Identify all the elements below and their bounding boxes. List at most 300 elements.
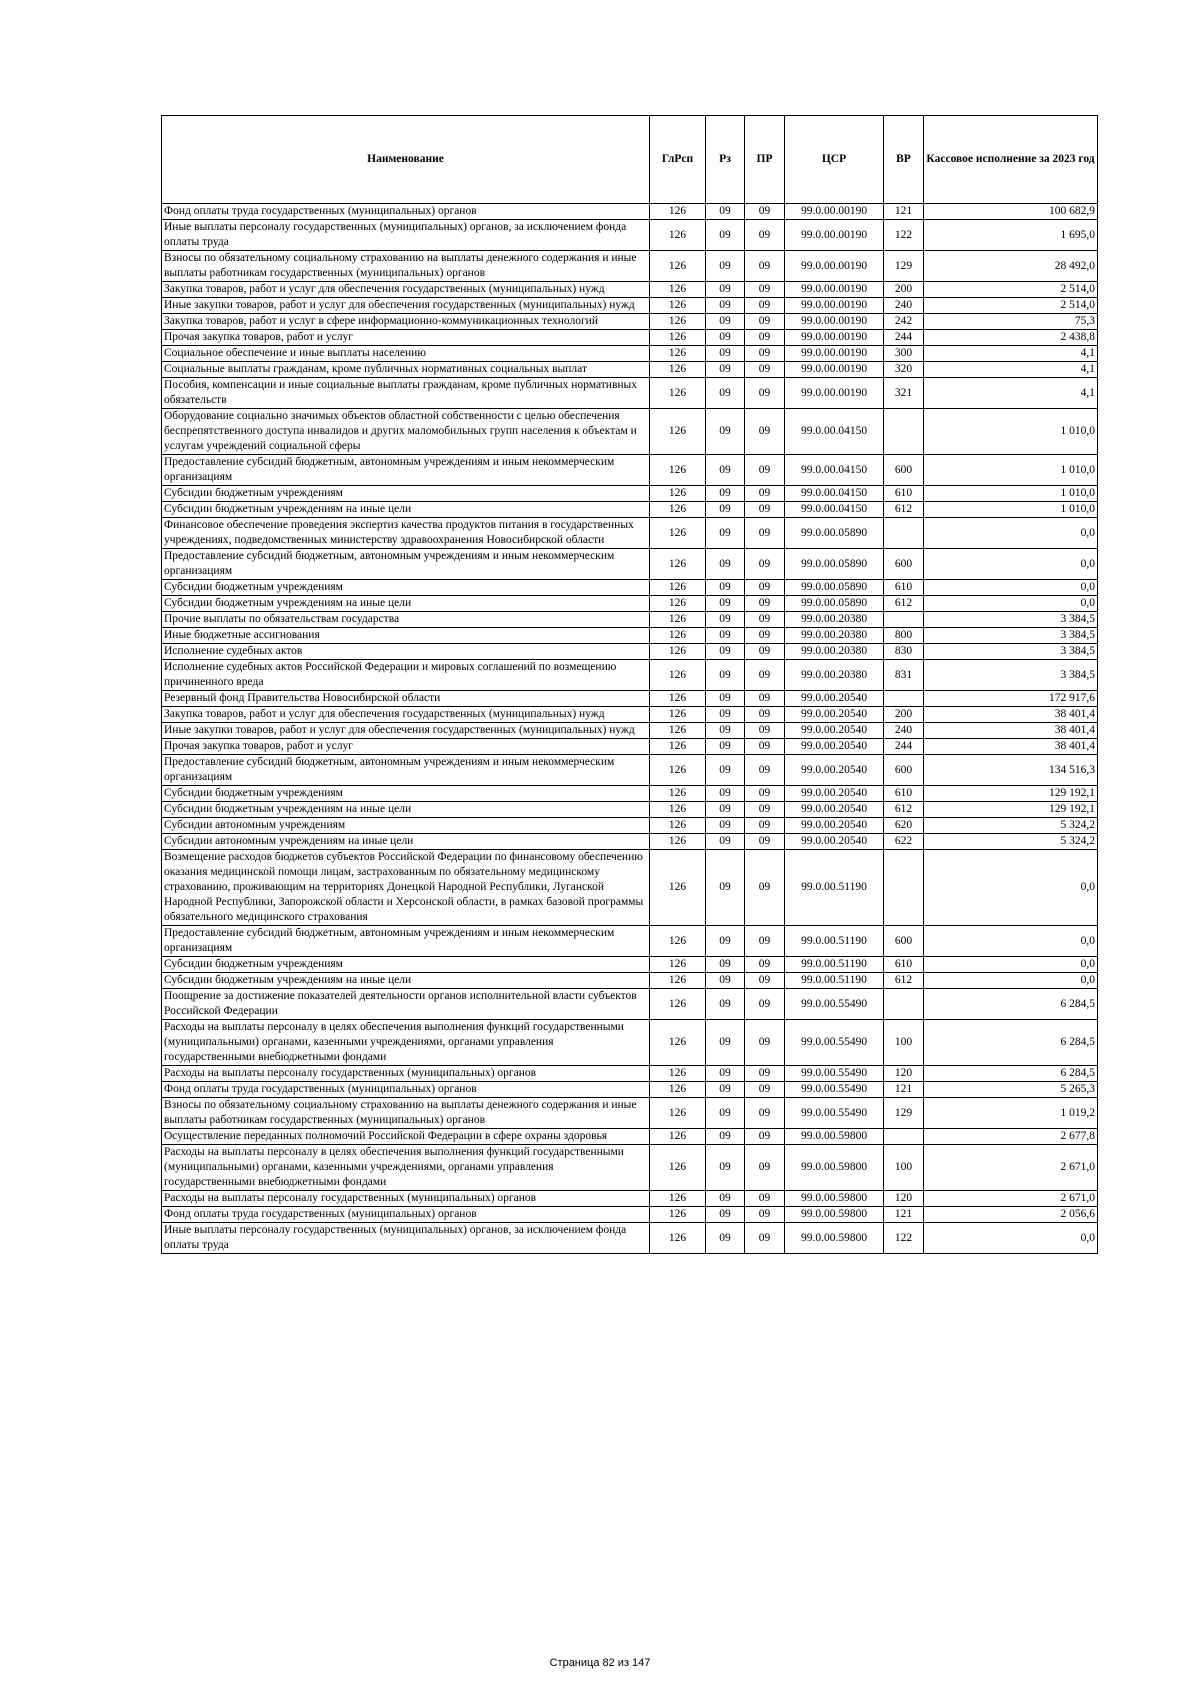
header-glrsp: ГлРсп [650, 116, 706, 204]
cell-rz: 09 [706, 378, 745, 409]
cell-amount: 129 192,1 [924, 786, 1098, 802]
cell-vr: 300 [884, 346, 924, 362]
cell-name: Субсидии бюджетным учреждениям на иные цели [162, 802, 650, 818]
table-row [162, 723, 1098, 739]
cell-vr: 129 [884, 1098, 924, 1129]
table-row [162, 973, 1098, 989]
cell-glrsp: 126 [650, 707, 706, 723]
cell-vr: 100 [884, 1020, 924, 1066]
cell-name: Субсидии бюджетным учреждениям на иные цели [162, 596, 650, 612]
cell-amount: 0,0 [924, 580, 1098, 596]
cell-vr: 321 [884, 378, 924, 409]
cell-amount: 3 384,5 [924, 612, 1098, 628]
cell-rz: 09 [706, 786, 745, 802]
cell-name: Прочая закупка товаров, работ и услуг [162, 330, 650, 346]
cell-glrsp: 126 [650, 973, 706, 989]
cell-vr: 600 [884, 755, 924, 786]
cell-csr: 99.0.00.20380 [785, 644, 884, 660]
cell-amount: 5 265,3 [924, 1082, 1098, 1098]
cell-csr: 99.0.00.20540 [785, 786, 884, 802]
cell-vr: 244 [884, 739, 924, 755]
cell-glrsp: 126 [650, 580, 706, 596]
cell-rz: 09 [706, 973, 745, 989]
cell-pr: 09 [745, 723, 785, 739]
cell-pr: 09 [745, 850, 785, 926]
cell-pr: 09 [745, 612, 785, 628]
cell-amount: 0,0 [924, 518, 1098, 549]
cell-rz: 09 [706, 628, 745, 644]
table-row [162, 628, 1098, 644]
header-amount: Кассовое исполнение за 2023 год [924, 116, 1098, 204]
cell-rz: 09 [706, 850, 745, 926]
cell-csr: 99.0.00.55490 [785, 1020, 884, 1066]
cell-csr: 99.0.00.00190 [785, 298, 884, 314]
cell-name: Возмещение расходов бюджетов субъектов Российской Федерации по финансовому обеспечению оказания медицинской помощи лицам, застрахованным по обязательному медицинскому страхованию, проживающим на территориях Донецкой Народной Республики, Луганской Народной Республики, Запорожской области и Херсонской области, в рамках базовой программы обязательного медицинского страхования [162, 850, 650, 926]
cell-glrsp: 126 [650, 455, 706, 486]
table-row [162, 926, 1098, 957]
cell-amount: 0,0 [924, 850, 1098, 926]
cell-csr: 99.0.00.59800 [785, 1223, 884, 1254]
cell-amount: 2 438,8 [924, 330, 1098, 346]
cell-name: Иные закупки товаров, работ и услуг для обеспечения государственных (муниципальных) нужд [162, 723, 650, 739]
cell-name: Взносы по обязательному социальному страхованию на выплаты денежного содержания и иные выплаты работникам государственных (муниципальных) органов [162, 1098, 650, 1129]
cell-pr: 09 [745, 786, 785, 802]
cell-name: Осуществление переданных полномочий Российской Федерации в сфере охраны здоровья [162, 1129, 650, 1145]
table-row [162, 739, 1098, 755]
cell-amount: 0,0 [924, 926, 1098, 957]
cell-glrsp: 126 [650, 691, 706, 707]
cell-rz: 09 [706, 1191, 745, 1207]
cell-csr: 99.0.00.04150 [785, 455, 884, 486]
cell-glrsp: 126 [650, 628, 706, 644]
cell-glrsp: 126 [650, 486, 706, 502]
cell-csr: 99.0.00.55490 [785, 1066, 884, 1082]
cell-csr: 99.0.00.20540 [785, 723, 884, 739]
cell-amount: 4,1 [924, 346, 1098, 362]
table-row [162, 850, 1098, 926]
cell-name: Фонд оплаты труда государственных (муниципальных) органов [162, 1207, 650, 1223]
cell-vr: 600 [884, 926, 924, 957]
cell-rz: 09 [706, 502, 745, 518]
cell-amount: 2 514,0 [924, 298, 1098, 314]
cell-vr: 122 [884, 1223, 924, 1254]
cell-amount: 3 384,5 [924, 628, 1098, 644]
table-row [162, 549, 1098, 580]
cell-rz: 09 [706, 989, 745, 1020]
cell-rz: 09 [706, 549, 745, 580]
cell-vr: 242 [884, 314, 924, 330]
cell-rz: 09 [706, 486, 745, 502]
cell-vr: 240 [884, 723, 924, 739]
table-row [162, 580, 1098, 596]
cell-glrsp: 126 [650, 926, 706, 957]
cell-amount: 3 384,5 [924, 644, 1098, 660]
table-row [162, 989, 1098, 1020]
cell-vr: 610 [884, 580, 924, 596]
cell-pr: 09 [745, 549, 785, 580]
cell-pr: 09 [745, 1082, 785, 1098]
cell-rz: 09 [706, 739, 745, 755]
cell-csr: 99.0.00.00190 [785, 362, 884, 378]
cell-csr: 99.0.00.00190 [785, 282, 884, 298]
table-row [162, 362, 1098, 378]
cell-glrsp: 126 [650, 850, 706, 926]
cell-rz: 09 [706, 330, 745, 346]
table-row [162, 1223, 1098, 1254]
cell-csr: 99.0.00.59800 [785, 1129, 884, 1145]
cell-csr: 99.0.00.00190 [785, 330, 884, 346]
cell-pr: 09 [745, 502, 785, 518]
cell-glrsp: 126 [650, 378, 706, 409]
cell-pr: 09 [745, 691, 785, 707]
cell-pr: 09 [745, 298, 785, 314]
cell-vr: 121 [884, 204, 924, 220]
cell-rz: 09 [706, 926, 745, 957]
cell-pr: 09 [745, 378, 785, 409]
table-row [162, 346, 1098, 362]
cell-vr: 129 [884, 251, 924, 282]
cell-pr: 09 [745, 409, 785, 455]
cell-name: Исполнение судебных актов [162, 644, 650, 660]
cell-csr: 99.0.00.20380 [785, 628, 884, 644]
cell-glrsp: 126 [650, 330, 706, 346]
table-row [162, 707, 1098, 723]
cell-vr: 610 [884, 486, 924, 502]
cell-pr: 09 [745, 707, 785, 723]
cell-name: Субсидии бюджетным учреждениям [162, 957, 650, 973]
table-row [162, 378, 1098, 409]
cell-pr: 09 [745, 251, 785, 282]
cell-amount: 5 324,2 [924, 818, 1098, 834]
cell-rz: 09 [706, 1207, 745, 1223]
cell-glrsp: 126 [650, 251, 706, 282]
cell-vr [884, 518, 924, 549]
cell-name: Прочая закупка товаров, работ и услуг [162, 739, 650, 755]
cell-csr: 99.0.00.20540 [785, 834, 884, 850]
cell-vr: 612 [884, 802, 924, 818]
cell-rz: 09 [706, 314, 745, 330]
cell-csr: 99.0.00.55490 [785, 1098, 884, 1129]
cell-glrsp: 126 [650, 502, 706, 518]
cell-glrsp: 126 [650, 786, 706, 802]
cell-glrsp: 126 [650, 644, 706, 660]
cell-vr: 240 [884, 298, 924, 314]
cell-amount: 2 056,6 [924, 1207, 1098, 1223]
cell-vr [884, 1129, 924, 1145]
cell-rz: 09 [706, 1223, 745, 1254]
cell-vr: 612 [884, 973, 924, 989]
cell-csr: 99.0.00.59800 [785, 1191, 884, 1207]
cell-rz: 09 [706, 612, 745, 628]
cell-name: Предоставление субсидий бюджетным, автономным учреждениям и иным некоммерческим организациям [162, 755, 650, 786]
cell-glrsp: 126 [650, 346, 706, 362]
cell-csr: 99.0.00.00190 [785, 378, 884, 409]
cell-csr: 99.0.00.05890 [785, 580, 884, 596]
cell-name: Предоставление субсидий бюджетным, автономным учреждениям и иным некоммерческим организациям [162, 926, 650, 957]
cell-rz: 09 [706, 818, 745, 834]
cell-glrsp: 126 [650, 755, 706, 786]
cell-pr: 09 [745, 1098, 785, 1129]
cell-rz: 09 [706, 346, 745, 362]
table-row [162, 612, 1098, 628]
cell-rz: 09 [706, 1082, 745, 1098]
cell-pr: 09 [745, 1129, 785, 1145]
cell-glrsp: 126 [650, 1082, 706, 1098]
header-pr: ПР [745, 116, 785, 204]
table-row [162, 1020, 1098, 1066]
cell-amount: 6 284,5 [924, 1066, 1098, 1082]
cell-name: Предоставление субсидий бюджетным, автономным учреждениям и иным некоммерческим организациям [162, 549, 650, 580]
table-row [162, 1082, 1098, 1098]
cell-pr: 09 [745, 926, 785, 957]
cell-amount: 4,1 [924, 378, 1098, 409]
cell-amount: 1 010,0 [924, 455, 1098, 486]
cell-glrsp: 126 [650, 1223, 706, 1254]
cell-csr: 99.0.00.20380 [785, 660, 884, 691]
cell-rz: 09 [706, 596, 745, 612]
table-row [162, 502, 1098, 518]
cell-glrsp: 126 [650, 549, 706, 580]
cell-amount: 38 401,4 [924, 723, 1098, 739]
cell-name: Иные выплаты персоналу государственных (муниципальных) органов, за исключением фонда оплаты труда [162, 220, 650, 251]
cell-name: Субсидии бюджетным учреждениям [162, 486, 650, 502]
cell-vr: 612 [884, 502, 924, 518]
cell-name: Расходы на выплаты персоналу в целях обеспечения выполнения функций государственными (муниципальными) органами, казенными учреждениями, органами управления государственными внебюджетными фондами [162, 1020, 650, 1066]
cell-glrsp: 126 [650, 220, 706, 251]
cell-csr: 99.0.00.00190 [785, 220, 884, 251]
table-row [162, 1098, 1098, 1129]
cell-name: Закупка товаров, работ и услуг для обеспечения государственных (муниципальных) нужд [162, 707, 650, 723]
cell-name: Субсидии бюджетным учреждениям на иные цели [162, 502, 650, 518]
cell-name: Фонд оплаты труда государственных (муниципальных) органов [162, 204, 650, 220]
cell-amount: 38 401,4 [924, 739, 1098, 755]
cell-rz: 09 [706, 834, 745, 850]
cell-amount: 1 010,0 [924, 486, 1098, 502]
table-row [162, 957, 1098, 973]
cell-glrsp: 126 [650, 660, 706, 691]
cell-glrsp: 126 [650, 518, 706, 549]
cell-pr: 09 [745, 644, 785, 660]
cell-pr: 09 [745, 346, 785, 362]
table-row [162, 518, 1098, 549]
cell-rz: 09 [706, 580, 745, 596]
cell-vr [884, 850, 924, 926]
cell-rz: 09 [706, 957, 745, 973]
cell-name: Расходы на выплаты персоналу в целях обеспечения выполнения функций государственными (муниципальными) органами, казенными учреждениями, органами управления государственными внебюджетными фондами [162, 1145, 650, 1191]
cell-amount: 28 492,0 [924, 251, 1098, 282]
cell-vr: 120 [884, 1191, 924, 1207]
cell-amount: 0,0 [924, 549, 1098, 580]
cell-rz: 09 [706, 455, 745, 486]
cell-name: Субсидии автономным учреждениям на иные цели [162, 834, 650, 850]
cell-csr: 99.0.00.05890 [785, 518, 884, 549]
cell-pr: 09 [745, 455, 785, 486]
cell-pr: 09 [745, 834, 785, 850]
cell-name: Пособия, компенсации и иные социальные выплаты гражданам, кроме публичных нормативных обязательств [162, 378, 650, 409]
table-row [162, 455, 1098, 486]
cell-pr: 09 [745, 818, 785, 834]
cell-vr: 831 [884, 660, 924, 691]
table-row [162, 834, 1098, 850]
cell-amount: 1 010,0 [924, 409, 1098, 455]
cell-name: Расходы на выплаты персоналу государственных (муниципальных) органов [162, 1191, 650, 1207]
cell-csr: 99.0.00.20380 [785, 612, 884, 628]
cell-name: Поощрение за достижение показателей деятельности органов исполнительной власти субъектов Российской Федерации [162, 989, 650, 1020]
cell-glrsp: 126 [650, 834, 706, 850]
cell-amount: 3 384,5 [924, 660, 1098, 691]
cell-pr: 09 [745, 220, 785, 251]
cell-amount: 0,0 [924, 973, 1098, 989]
cell-vr: 200 [884, 282, 924, 298]
cell-rz: 09 [706, 723, 745, 739]
cell-name: Иные бюджетные ассигнования [162, 628, 650, 644]
cell-amount: 0,0 [924, 957, 1098, 973]
table-row [162, 1145, 1098, 1191]
cell-vr: 600 [884, 549, 924, 580]
cell-rz: 09 [706, 362, 745, 378]
table-row [162, 691, 1098, 707]
cell-name: Субсидии бюджетным учреждениям на иные цели [162, 973, 650, 989]
cell-vr: 320 [884, 362, 924, 378]
table-row [162, 298, 1098, 314]
cell-glrsp: 126 [650, 282, 706, 298]
cell-name: Социальные выплаты гражданам, кроме публичных нормативных социальных выплат [162, 362, 650, 378]
cell-csr: 99.0.00.20540 [785, 802, 884, 818]
cell-vr: 620 [884, 818, 924, 834]
table-row [162, 802, 1098, 818]
table-row [162, 409, 1098, 455]
cell-rz: 09 [706, 707, 745, 723]
cell-glrsp: 126 [650, 298, 706, 314]
table-row [162, 486, 1098, 502]
cell-csr: 99.0.00.59800 [785, 1145, 884, 1191]
cell-glrsp: 126 [650, 802, 706, 818]
cell-vr: 120 [884, 1066, 924, 1082]
cell-rz: 09 [706, 1129, 745, 1145]
cell-csr: 99.0.00.00190 [785, 346, 884, 362]
cell-vr [884, 691, 924, 707]
cell-pr: 09 [745, 282, 785, 298]
cell-pr: 09 [745, 204, 785, 220]
cell-name: Оборудование социально значимых объектов областной собственности с целью обеспечения беспрепятственного доступа инвалидов и других маломобильных групп населения к объектам и услугам учреждений социальной сферы [162, 409, 650, 455]
cell-amount: 6 284,5 [924, 989, 1098, 1020]
table-row [162, 1129, 1098, 1145]
cell-pr: 09 [745, 596, 785, 612]
cell-csr: 99.0.00.04150 [785, 502, 884, 518]
cell-glrsp: 126 [650, 1066, 706, 1082]
cell-vr: 121 [884, 1082, 924, 1098]
cell-csr: 99.0.00.20540 [785, 739, 884, 755]
cell-pr: 09 [745, 1145, 785, 1191]
cell-csr: 99.0.00.51190 [785, 957, 884, 973]
cell-glrsp: 126 [650, 596, 706, 612]
cell-name: Взносы по обязательному социальному страхованию на выплаты денежного содержания и иные выплаты работникам государственных (муниципальных) органов [162, 251, 650, 282]
cell-csr: 99.0.00.00190 [785, 251, 884, 282]
cell-pr: 09 [745, 802, 785, 818]
cell-vr: 622 [884, 834, 924, 850]
cell-amount: 0,0 [924, 1223, 1098, 1254]
cell-glrsp: 126 [650, 1129, 706, 1145]
cell-pr: 09 [745, 330, 785, 346]
cell-name: Резервный фонд Правительства Новосибирской области [162, 691, 650, 707]
table-header-row [162, 116, 1098, 204]
cell-rz: 09 [706, 518, 745, 549]
table-row [162, 282, 1098, 298]
table-row [162, 1207, 1098, 1223]
cell-pr: 09 [745, 973, 785, 989]
cell-amount: 2 514,0 [924, 282, 1098, 298]
cell-name: Социальное обеспечение и иные выплаты населению [162, 346, 650, 362]
cell-vr: 830 [884, 644, 924, 660]
cell-pr: 09 [745, 1191, 785, 1207]
table-body [162, 204, 1098, 1254]
cell-amount: 100 682,9 [924, 204, 1098, 220]
header-rz: Рз [706, 116, 745, 204]
table-row [162, 660, 1098, 691]
table-row [162, 1066, 1098, 1082]
cell-rz: 09 [706, 1066, 745, 1082]
cell-glrsp: 126 [650, 1191, 706, 1207]
table-row [162, 251, 1098, 282]
cell-rz: 09 [706, 802, 745, 818]
cell-amount: 134 516,3 [924, 755, 1098, 786]
cell-vr: 800 [884, 628, 924, 644]
cell-pr: 09 [745, 957, 785, 973]
cell-vr: 121 [884, 1207, 924, 1223]
cell-vr [884, 612, 924, 628]
cell-vr: 610 [884, 957, 924, 973]
cell-csr: 99.0.00.05890 [785, 596, 884, 612]
cell-glrsp: 126 [650, 362, 706, 378]
cell-csr: 99.0.00.20540 [785, 818, 884, 834]
cell-pr: 09 [745, 660, 785, 691]
cell-name: Прочие выплаты по обязательствам государства [162, 612, 650, 628]
cell-amount: 1 695,0 [924, 220, 1098, 251]
cell-vr [884, 989, 924, 1020]
cell-csr: 99.0.00.51190 [785, 850, 884, 926]
cell-pr: 09 [745, 989, 785, 1020]
cell-rz: 09 [706, 1020, 745, 1066]
cell-pr: 09 [745, 486, 785, 502]
cell-amount: 4,1 [924, 362, 1098, 378]
cell-rz: 09 [706, 755, 745, 786]
cell-vr: 244 [884, 330, 924, 346]
cell-pr: 09 [745, 518, 785, 549]
header-csr: ЦСР [785, 116, 884, 204]
cell-vr: 610 [884, 786, 924, 802]
cell-rz: 09 [706, 251, 745, 282]
table-row [162, 330, 1098, 346]
cell-glrsp: 126 [650, 612, 706, 628]
cell-glrsp: 126 [650, 989, 706, 1020]
cell-glrsp: 126 [650, 1098, 706, 1129]
cell-rz: 09 [706, 282, 745, 298]
cell-amount: 38 401,4 [924, 707, 1098, 723]
table-row [162, 596, 1098, 612]
cell-rz: 09 [706, 409, 745, 455]
cell-glrsp: 126 [650, 204, 706, 220]
cell-csr: 99.0.00.51190 [785, 926, 884, 957]
cell-csr: 99.0.00.55490 [785, 1082, 884, 1098]
cell-amount: 75,3 [924, 314, 1098, 330]
cell-amount: 6 284,5 [924, 1020, 1098, 1066]
cell-amount: 2 671,0 [924, 1145, 1098, 1191]
cell-glrsp: 126 [650, 1020, 706, 1066]
cell-rz: 09 [706, 298, 745, 314]
budget-table [161, 115, 1098, 1254]
cell-csr: 99.0.00.00190 [785, 314, 884, 330]
cell-glrsp: 126 [650, 739, 706, 755]
